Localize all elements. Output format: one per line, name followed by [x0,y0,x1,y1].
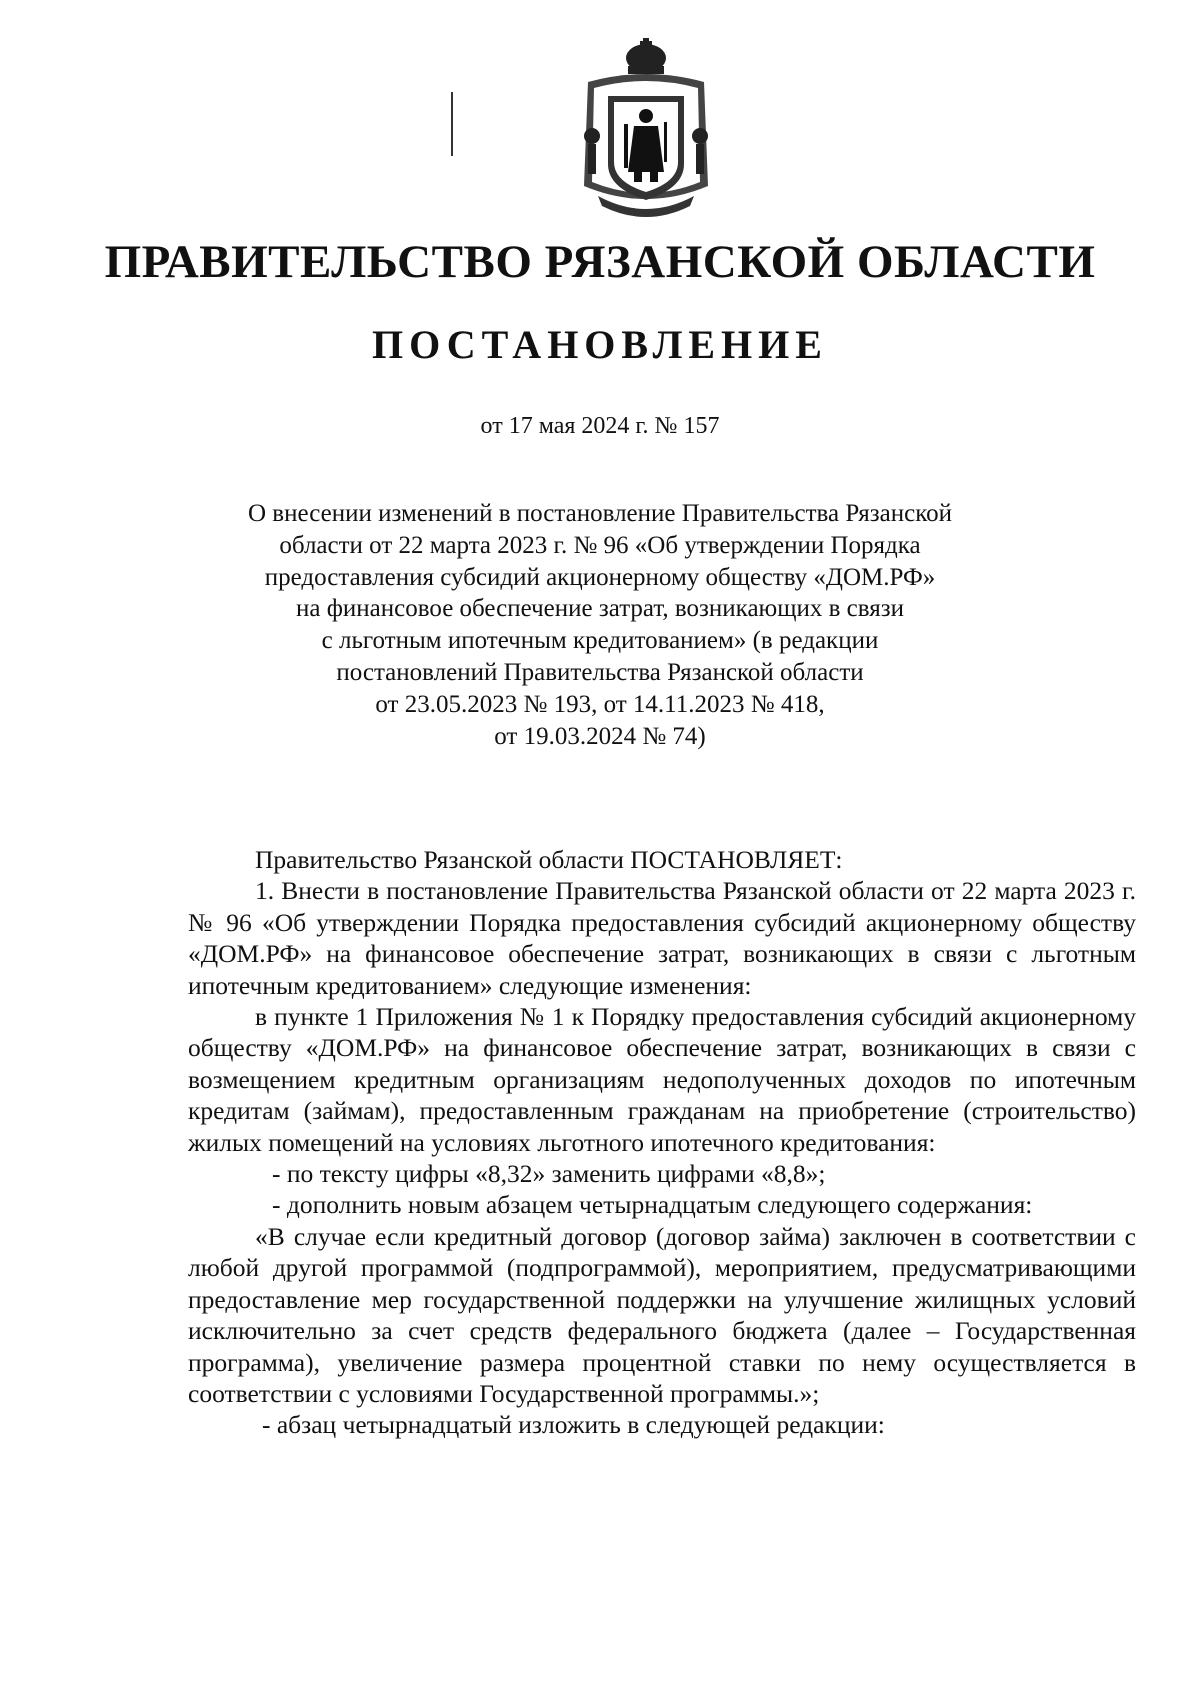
quoted-paragraph: «В случае если кредитный договор (договор займа) заключен в соответствии с любой другой программой (подпрограммой), мероприятием, предусматривающими предоставление мер государственной поддержки на улучшение жилищных условий исключительно за счет средств федерального бюджета (далее – Государственная программа), увеличение размера процентной ставки по нему осуществляется в соответствии с условиями Государственной программы.»; [188,1221,1136,1408]
subject-line: на финансовое обеспечение затрат, возникающих в связи [296,595,904,623]
subject-line: области от 22 марта 2023 г. № 96 «Об утверждении Порядка [279,531,921,559]
document-date-number: от 17 мая 2024 г. № 157 [480,413,720,439]
subject-line: с льготным ипотечным кредитованием» (в редакции [321,627,879,655]
subject-line: О внесении изменений в постановление Правительства Рязанской [247,500,952,527]
amendment-item-2: - дополнить новым абзацем четырнадцатым следующего содержания: [272,1190,1033,1220]
amendment-item-3: - абзац четырнадцатый изложить в следующей редакции: [262,1410,885,1440]
subject-line: от 19.03.2024 № 74) [494,722,706,750]
paragraph-amendment: в пункте 1 Приложения № 1 к Порядку предоставления субсидий акционерному обществу «ДОМ.РФ» на финансовое обеспечение затрат, возникающих в связи с возмещением кредитным организациям недополученных доходов по ипотечным кредитам (займам), предоставленным гражданам на приобретение (строительство) жилых помещений на условиях льготного ипотечного кредитования: [188,1002,1136,1157]
scan-mark [451,92,453,156]
subject-line: от 23.05.2023 № 193, от 14.11.2023 № 418, [375,690,825,718]
paragraph-1: 1. Внести в постановление Правительства Рязанской области от 22 марта 2023 г. № 96 «Об утверждении Порядка предоставления субсидий акционерному обществу «ДОМ.РФ» на финансовое обеспечение затрат, возникающих в связи с льготным ипотечным кредитованием» следующие изменения: [188,876,1136,1000]
organization-title: ПРАВИТЕЛЬСТВО РЯЗАНСКОЙ ОБЛАСТИ [104,236,1096,288]
decree-statement: Правительство Рязанской области ПОСТАНОВЛЯЕТ: [255,845,843,874]
coat-of-arms-icon [568,36,724,222]
document-subject [240,498,960,752]
document-type: ПОСТАНОВЛЕНИЕ [372,322,828,367]
subject-line: предоставления субсидий акционерному обществу «ДОМ.РФ» [264,563,936,591]
document-body [188,844,1136,1441]
subject-line: постановлений Правительства Рязанской области [336,658,864,686]
amendment-item-1: - по тексту цифры «8,32» заменить цифрами «8,8»; [272,1159,826,1189]
